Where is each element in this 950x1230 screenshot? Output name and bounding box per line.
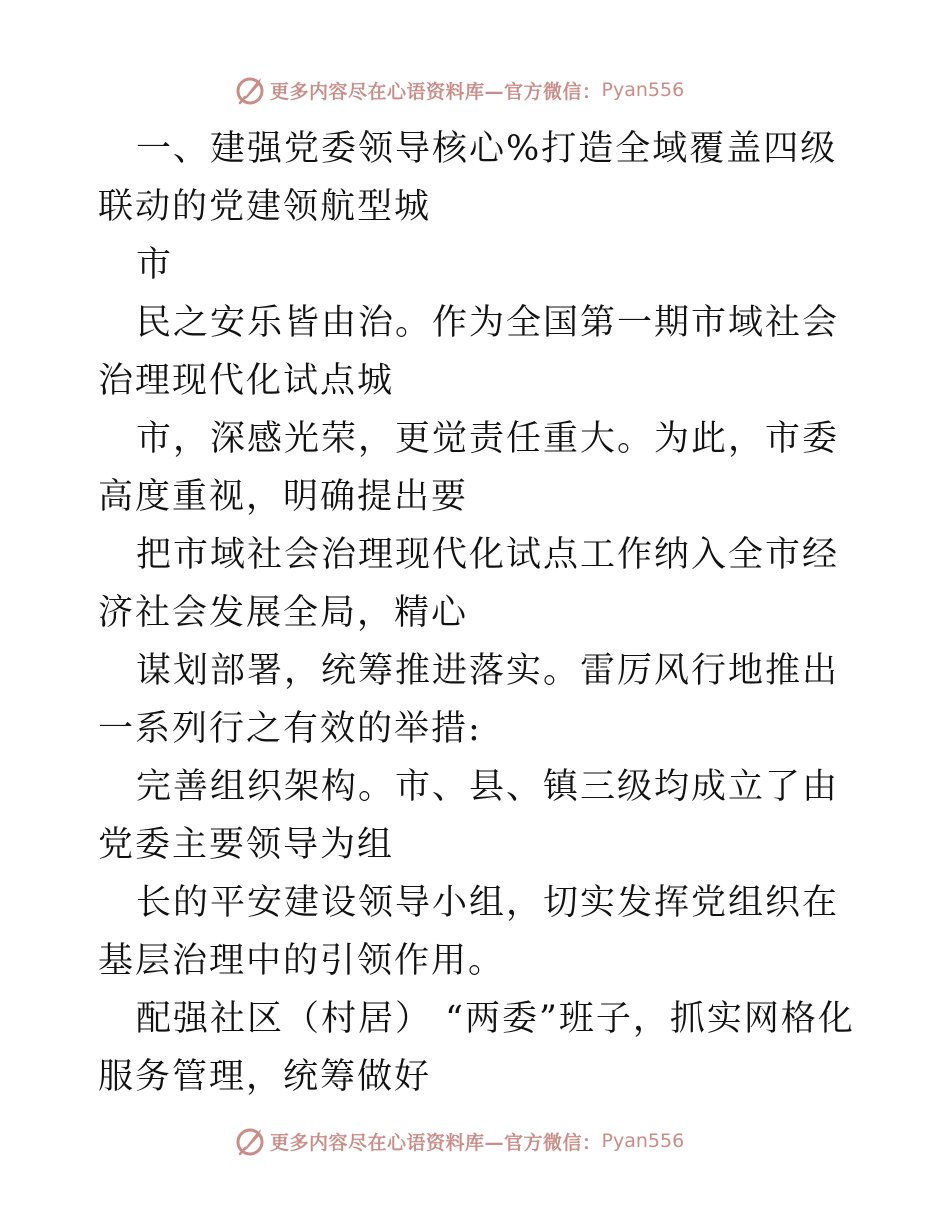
watermark-footer (234, 1124, 684, 1158)
quill-logo-icon (234, 1125, 266, 1157)
watermark-wechat-id: Pyan556 (601, 79, 685, 101)
paragraph: 把市域社会治理现代化试点工作纳入全市经济社会发展全局，精心 (98, 535, 840, 633)
document-body (98, 120, 858, 1106)
watermark-text: 更多内容尽在心语资料库—官方微信： (270, 1131, 602, 1154)
watermark-header (234, 73, 684, 107)
watermark-wechat-id: Pyan556 (601, 1130, 685, 1152)
paragraph: 市 (136, 245, 174, 285)
paragraph: 市，深感光荣，更觉责任重大。为此，市委高度重视，明确提出要 (98, 419, 840, 517)
quill-logo-icon (234, 74, 266, 106)
paragraph: 完善组织架构。市、县、镇三级均成立了由党委主要领导为组 (98, 767, 840, 865)
paragraph: 一、建强党委领导核心%打造全域覆盖四级联动的党建领航型城 (98, 129, 838, 227)
watermark-text: 更多内容尽在心语资料库—官方微信： (270, 80, 602, 103)
paragraph: 配强社区（村居） “两委”班子，抓实网格化服务管理，统筹做好 (98, 999, 855, 1097)
paragraph: 谋划部署，统筹推进落实。雷厉风行地推出一系列行之有效的举措: (98, 651, 840, 749)
paragraph: 长的平安建设领导小组，切实发挥党组织在基层治理中的引领作用。 (98, 883, 840, 981)
paragraph: 民之安乐皆由治。作为全国第一期市域社会治理现代化试点城 (98, 303, 840, 401)
